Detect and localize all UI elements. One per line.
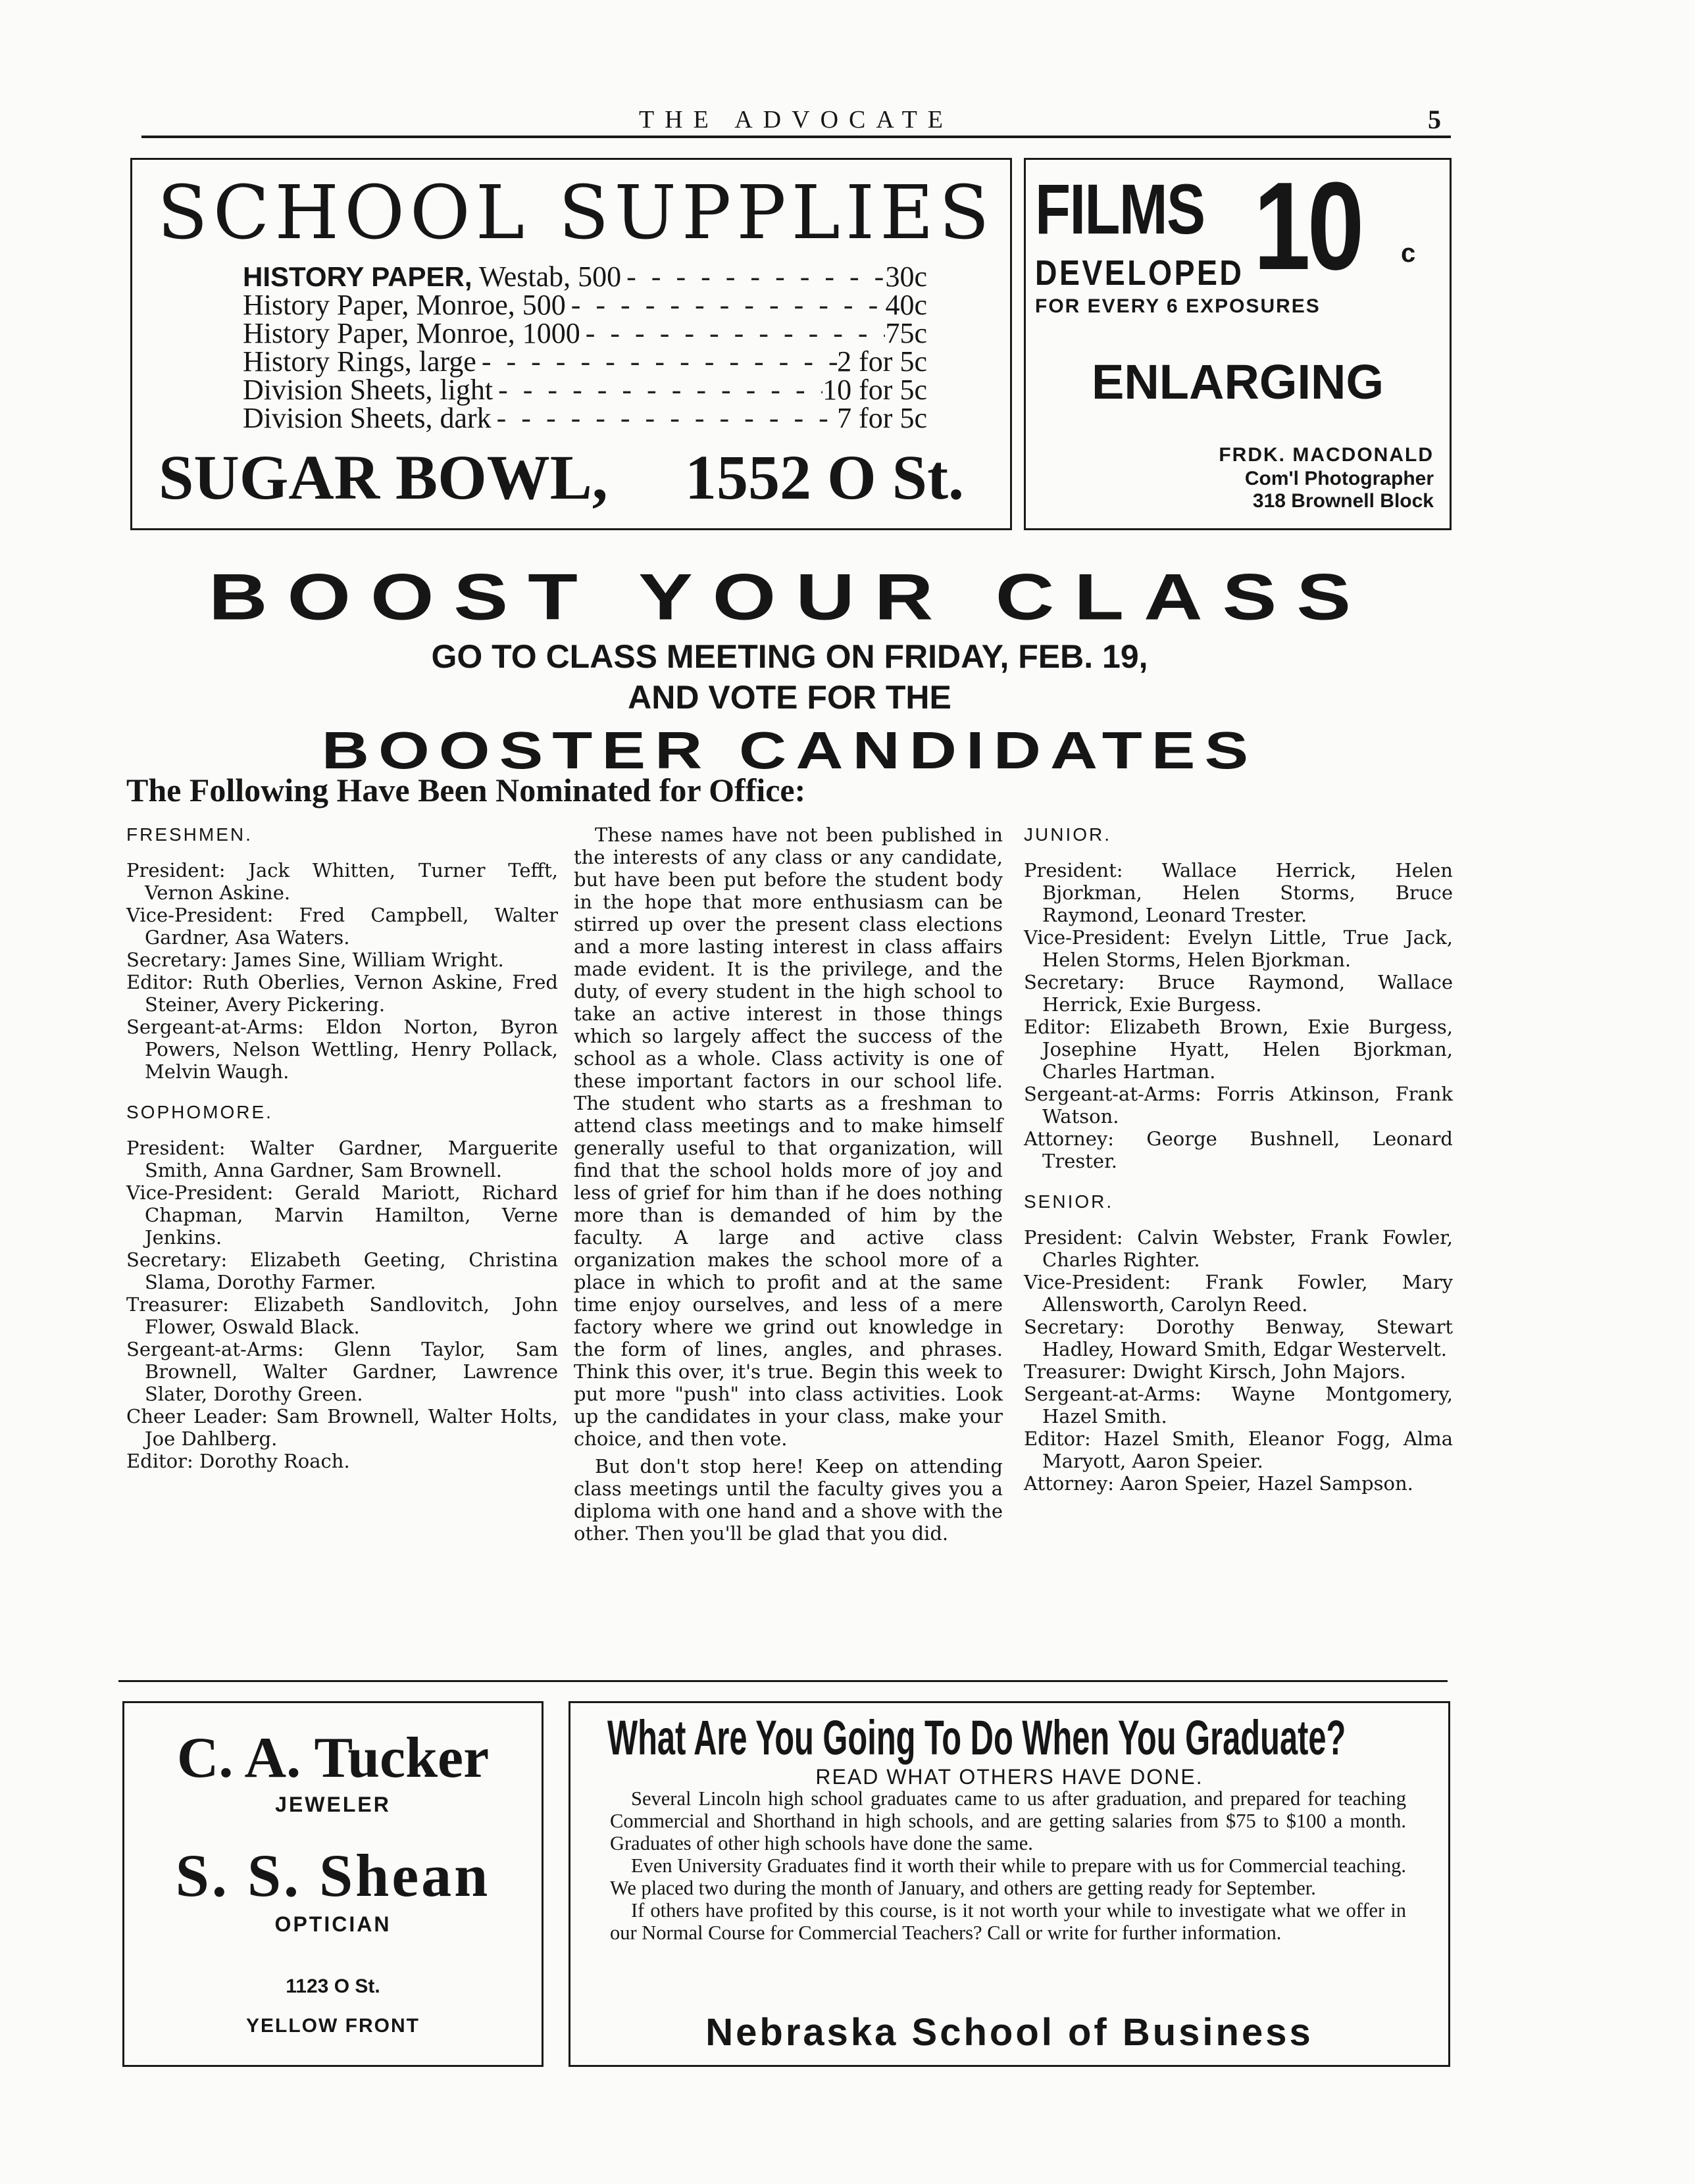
- supplies-price-list: [243, 262, 927, 432]
- item-price: 2 for 5c: [837, 345, 927, 378]
- nominee-entry: President: Walter Gardner, Marguerite Smith, Anna Gardner, Sam Brownell.: [126, 1137, 558, 1181]
- enlarging-label: ENLARGING: [1092, 355, 1384, 409]
- supplies-title: SCHOOL SUPPLIES: [157, 170, 995, 256]
- nominee-entry: Editor: Ruth Oberlies, Vernon Askine, Fred Steiner, Avery Pickering.: [126, 971, 558, 1016]
- nominated-heading: The Following Have Been Nominated for Office:: [126, 772, 806, 808]
- item-label: History Paper, Monroe, 1000: [243, 317, 580, 349]
- item-label: HISTORY PAPER, Westab, 500: [243, 261, 622, 293]
- photographer-title: Com'l Photographer: [1244, 468, 1434, 489]
- item-price: 7 for 5c: [837, 402, 927, 434]
- nominee-entry: Editor: Hazel Smith, Eleanor Fogg, Alma Maryott, Aaron Speier.: [1024, 1427, 1453, 1472]
- left-column: [126, 824, 558, 1472]
- item-label: Division Sheets, light: [243, 374, 493, 406]
- nominee-entry: Secretary: James Sine, William Wright.: [126, 949, 504, 971]
- optician-name: S. S. Shean: [175, 1842, 491, 1909]
- nominee-entry: Secretary: Elizabeth Geeting, Christina Slama, Dorothy Farmer.: [126, 1249, 558, 1293]
- school-supplies-ad: [130, 158, 1012, 530]
- films-price-unit: c: [1401, 239, 1416, 268]
- developed-label: DEVELOPED: [1035, 253, 1244, 293]
- boost-sub2: AND VOTE FOR THE: [628, 679, 951, 716]
- editorial-paragraph: These names have not been published in the interests of any class or any candidate, but have been put before the student body in the hope that more enthusiasm can be stirred up over the present class elections and a more lasting interest in class affairs made evident. It is the privilege, and the duty, of every student in the high school to take an active interest in those things which so largely affect the success of the school as a whole. Class activity is one of these important factors in our school life. The student who starts as a freshman to attend class meetings and to make himself generally useful to that organization, will find that the school holds more of joy and less of grief for him than if he does nothing more than is demanded of him by the faculty. A large and active class organization makes the school more of a place in which to profit and at the same time enjoy ourselves, and less of a mere factory where we grind out knowledge in the form of lines, angles, and phrases. Think this over, it's true. Begin this week to put more "push" into class activities. Look up the candidates in your class, make your choice, and then vote.: [574, 824, 1003, 1450]
- store-address: 1552 O St.: [685, 442, 965, 512]
- business-copy: [610, 1787, 1406, 1944]
- shop-address: 1123 O St.: [286, 1975, 380, 1997]
- nominee-entry: Sergeant-at-Arms: Wayne Montgomery, Hazel Smith.: [1024, 1383, 1453, 1427]
- nominee-entry: Attorney: George Bushnell, Leonard Trester.: [1024, 1128, 1453, 1172]
- films-price: 10: [1253, 157, 1361, 296]
- page-number: 5: [1428, 105, 1441, 134]
- nominee-entry: Cheer Leader: Sam Brownell, Walter Holts, Joe Dahlberg.: [126, 1405, 558, 1450]
- booster-candidates: BOOSTER CANDIDATES: [321, 721, 1258, 780]
- item-price: 30c: [885, 261, 927, 293]
- boost-headline: BOOST YOUR CLASS: [208, 560, 1371, 634]
- junior-heading: JUNIOR.: [1024, 824, 1111, 845]
- nominee-entry: President: Wallace Herrick, Helen Bjorkman, Helen Storms, Bruce Raymond, Leonard Trester.: [1024, 859, 1453, 926]
- boost-sub1: GO TO CLASS MEETING ON FRIDAY, FEB. 19,: [431, 638, 1148, 675]
- nominee-entry: Editor: Elizabeth Brown, Exie Burgess, Josephine Hyatt, Helen Bjorkman, Charles Hartman.: [1024, 1016, 1453, 1083]
- item-price: 40c: [885, 289, 927, 321]
- store-name: SUGAR BOWL,: [159, 442, 608, 512]
- nominee-entry: Treasurer: Elizabeth Sandlovitch, John Flower, Oswald Black.: [126, 1293, 558, 1338]
- price-row: [243, 347, 927, 376]
- price-row: [243, 404, 927, 432]
- senior-heading: SENIOR.: [1024, 1191, 1114, 1212]
- business-school-ad: [569, 1701, 1450, 2067]
- nominee-entry: President: Jack Whitten, Turner Tefft, Vernon Askine.: [126, 859, 558, 904]
- nominee-entry: Secretary: Bruce Raymond, Wallace Herrick, Exie Burgess.: [1024, 971, 1453, 1016]
- films-label: FILMS: [1035, 169, 1205, 249]
- editorial-paragraph: But don't stop here! Keep on attending class meetings until the faculty gives you a diploma with one hand and a shove with the other. Then you'll be glad that you did.: [574, 1455, 1003, 1545]
- nominee-entry: Vice-President: Frank Fowler, Mary Allensworth, Carolyn Reed.: [1024, 1271, 1453, 1316]
- photographer-address: 318 Brownell Block: [1252, 490, 1434, 512]
- nominee-entry: Secretary: Dorothy Benway, Stewart Hadley, Howard Smith, Edgar Westervelt.: [1024, 1316, 1453, 1360]
- jeweler-optician-ad: [122, 1701, 544, 2067]
- nominee-entry: Vice-President: Evelyn Little, True Jack, Helen Storms, Helen Bjorkman.: [1024, 926, 1453, 971]
- nominee-entry: President: Calvin Webster, Frank Fowler, Charles Righter.: [1024, 1226, 1453, 1271]
- nominee-entry: Attorney: Aaron Speier, Hazel Sampson.: [1024, 1472, 1413, 1495]
- item-label: History Rings, large: [243, 345, 476, 378]
- films-ad: [1024, 158, 1452, 530]
- graduate-subhead: READ WHAT OTHERS HAVE DONE.: [815, 1765, 1203, 1789]
- item-price: 10 for 5c: [822, 374, 927, 406]
- nominee-entry: Sergeant-at-Arms: Eldon Norton, Byron Powers, Nelson Wettling, Henry Pollack, Melvin Waugh.: [126, 1016, 558, 1083]
- price-row: [243, 319, 927, 347]
- nominee-entry: Treasurer: Dwight Kirsch, John Majors.: [1024, 1360, 1406, 1383]
- price-row: [243, 376, 927, 404]
- right-column: [1024, 824, 1453, 1495]
- nominee-entry: Vice-President: Gerald Mariott, Richard Chapman, Marvin Hamilton, Verne Jenkins.: [126, 1181, 558, 1249]
- item-label: History Paper, Monroe, 500: [243, 289, 566, 321]
- freshmen-heading: FRESHMEN.: [126, 824, 253, 845]
- business-paragraph: Even University Graduates find it worth their while to prepare with us for Commercial teaching. We placed two during the month of January, and others are getting ready for September.: [610, 1854, 1406, 1899]
- nominee-entry: Sergeant-at-Arms: Forris Atkinson, Frank Watson.: [1024, 1083, 1453, 1128]
- item-price: 75c: [885, 317, 927, 349]
- bottom-divider: [118, 1680, 1448, 1682]
- price-row: [243, 262, 927, 291]
- middle-column: [574, 824, 1003, 1545]
- business-paragraph: Several Lincoln high school graduates came to us after graduation, and prepared for teaching Commercial and Shorthand in high schools, and are getting salaries from $75 to $100 a month. Graduates of other high schools have done the same.: [610, 1787, 1406, 1854]
- yellow-front: YELLOW FRONT: [246, 2015, 420, 2037]
- jeweler-name: C. A. Tucker: [176, 1726, 490, 1790]
- item-label: Division Sheets, dark: [243, 402, 492, 434]
- price-row: [243, 291, 927, 319]
- exposures-label: FOR EVERY 6 EXPOSURES: [1035, 295, 1321, 317]
- business-school-name: Nebraska School of Business: [705, 2011, 1313, 2054]
- photographer-name: FRDK. MACDONALD: [1219, 444, 1434, 466]
- nominee-entry: Vice-President: Fred Campbell, Walter Gardner, Asa Waters.: [126, 904, 558, 949]
- running-title: THE ADVOCATE: [638, 106, 954, 134]
- nominee-entry: Editor: Dorothy Roach.: [126, 1450, 350, 1472]
- sophomore-heading: SOPHOMORE.: [126, 1102, 273, 1122]
- optician-title: OPTICIAN: [274, 1912, 392, 1936]
- nominee-entry: Sergeant-at-Arms: Glenn Taylor, Sam Brownell, Walter Gardner, Lawrence Slater, Dorothy Green.: [126, 1338, 558, 1405]
- jeweler-title: JEWELER: [275, 1793, 391, 1816]
- business-paragraph: If others have profited by this course, is it not worth your while to investigate what we offer in our Normal Course for Commercial Teachers? Call or write for further information.: [610, 1899, 1406, 1944]
- header-rule: [141, 136, 1451, 138]
- graduate-headline: What Are You Going To Do When You Graduate?: [607, 1710, 1346, 1765]
